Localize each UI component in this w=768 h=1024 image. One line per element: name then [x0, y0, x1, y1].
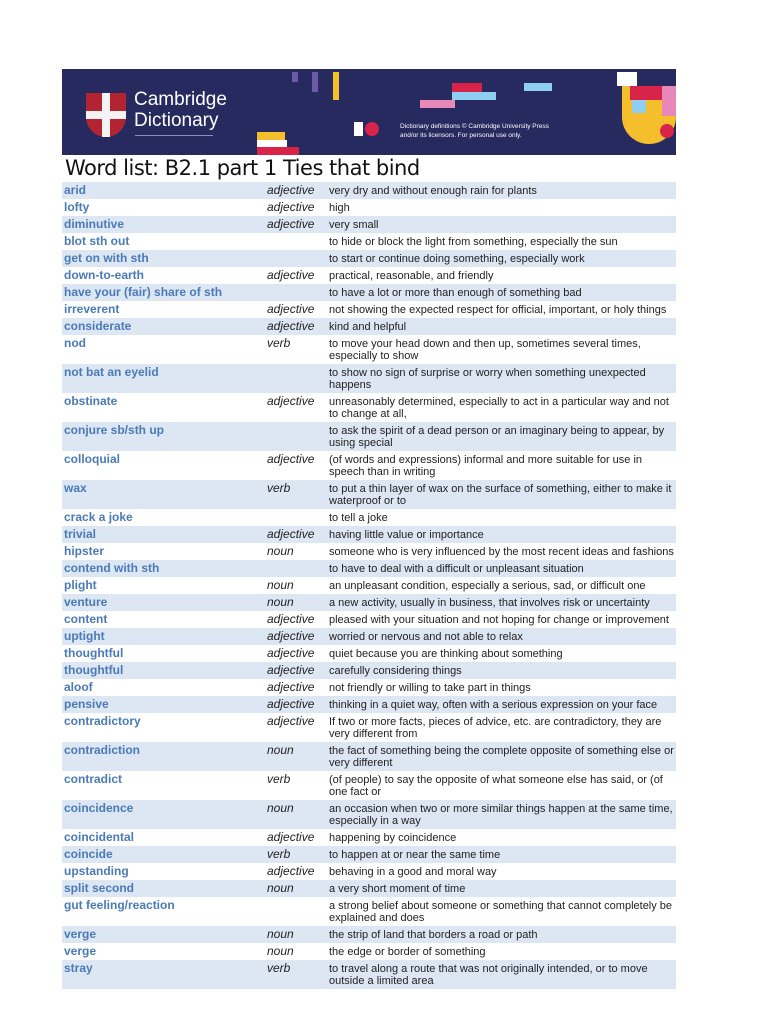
word-cell: lofty: [64, 200, 90, 214]
word-cell: contradictory: [64, 714, 141, 728]
word-cell: content: [64, 612, 108, 626]
part-of-speech-cell: noun: [267, 743, 294, 757]
definition-cell: worried or nervous and not able to relax: [329, 630, 523, 643]
table-row: [62, 267, 676, 284]
part-of-speech-cell: adjective: [267, 714, 315, 728]
part-of-speech-cell: verb: [267, 847, 291, 861]
part-of-speech-cell: adjective: [267, 268, 315, 282]
word-cell: obstinate: [64, 394, 118, 408]
table-row: [62, 250, 676, 267]
table-row: [62, 284, 676, 301]
definition-cell: thinking in a quiet way, often with a serious expression on your face: [329, 698, 658, 711]
definition-cell: carefully considering things: [329, 664, 462, 677]
cambridge-dictionary-banner: [62, 69, 676, 155]
table-row: [62, 713, 676, 742]
word-cell: plight: [64, 578, 97, 592]
part-of-speech-cell: noun: [267, 944, 294, 958]
word-cell: stray: [64, 961, 93, 975]
part-of-speech-cell: noun: [267, 801, 294, 815]
definition-cell: a very short moment of time: [329, 882, 466, 895]
definition-cell: having little value or importance: [329, 528, 484, 541]
definition-cell: the edge or border of something: [329, 945, 486, 958]
decor-block: [617, 72, 637, 86]
decor-block: [292, 72, 298, 82]
table-row: [62, 611, 676, 628]
decor-block: [312, 72, 318, 92]
word-cell: contradict: [64, 772, 123, 786]
word-cell: down-to-earth: [64, 268, 144, 282]
part-of-speech-cell: verb: [267, 336, 291, 350]
definition-cell: behaving in a good and moral way: [329, 865, 497, 878]
table-row: [62, 880, 676, 897]
table-row: [62, 926, 676, 943]
word-cell: coincidence: [64, 801, 134, 815]
definition-cell: to travel along a route that was not originally intended, or to move outside a limited area: [329, 962, 648, 987]
part-of-speech-cell: adjective: [267, 663, 315, 677]
part-of-speech-cell: noun: [267, 595, 294, 609]
table-row: [62, 216, 676, 233]
table-row: [62, 628, 676, 645]
word-cell: gut feeling/reaction: [64, 898, 175, 912]
word-cell: contend with sth: [64, 561, 160, 575]
part-of-speech-cell: adjective: [267, 830, 315, 844]
part-of-speech-cell: adjective: [267, 200, 315, 214]
part-of-speech-cell: adjective: [267, 629, 315, 643]
definition-cell: to have to deal with a difficult or unpleasant situation: [329, 562, 584, 575]
page-title: Word list: B2.1 part 1 Ties that bind: [65, 156, 420, 180]
word-cell: get on with sth: [64, 251, 149, 265]
definition-cell: to hide or block the light from something, especially the sun: [329, 235, 618, 248]
table-row: [62, 897, 676, 926]
copyright-notice: [400, 122, 600, 140]
word-cell: contradiction: [64, 743, 141, 757]
decor-block: [524, 83, 552, 91]
word-cell: trivial: [64, 527, 97, 541]
table-row: [62, 829, 676, 846]
word-cell: hipster: [64, 544, 105, 558]
word-cell: thoughtful: [64, 663, 124, 677]
copyright-line-2: and/or its licensors. For personal use only.: [400, 132, 522, 139]
decor-circle: [365, 122, 379, 136]
word-cell: upstanding: [64, 864, 129, 878]
definition-cell: to have a lot or more than enough of something bad: [329, 286, 582, 299]
table-row: [62, 846, 676, 863]
definition-cell: to start or continue doing something, especially work: [329, 252, 585, 265]
decor-block: [257, 147, 299, 155]
part-of-speech-cell: adjective: [267, 183, 315, 197]
decor-block: [662, 86, 676, 116]
decor-block: [452, 92, 496, 100]
definition-cell: to tell a joke: [329, 511, 388, 524]
part-of-speech-cell: noun: [267, 578, 294, 592]
table-row: [62, 199, 676, 216]
definition-cell: to show no sign of surprise or worry when something unexpected happens: [329, 366, 646, 391]
definition-cell: unreasonably determined, especially to act in a particular way and not to change at all,: [329, 395, 669, 420]
definition-cell: pleased with your situation and not hoping for change or improvement: [329, 613, 669, 626]
part-of-speech-cell: adjective: [267, 527, 315, 541]
word-cell: aloof: [64, 680, 93, 694]
word-cell: uptight: [64, 629, 105, 643]
word-cell: conjure sb/sth up: [64, 423, 165, 437]
decor-circle: [660, 124, 674, 138]
part-of-speech-cell: adjective: [267, 646, 315, 660]
table-row: [62, 594, 676, 611]
word-cell: nod: [64, 336, 86, 350]
table-row: [62, 526, 676, 543]
table-row: [62, 960, 676, 989]
word-list-table: [62, 182, 676, 989]
definition-cell: to happen at or near the same time: [329, 848, 501, 861]
part-of-speech-cell: verb: [267, 961, 291, 975]
table-row: [62, 480, 676, 509]
decor-block: [632, 100, 646, 113]
word-cell: wax: [64, 481, 87, 495]
definition-cell: an occasion when two or more similar things happen at the same time, especially in a way: [329, 802, 673, 827]
word-cell: not bat an eyelid: [64, 365, 159, 379]
definition-cell: a new activity, usually in business, that involves risk or uncertainty: [329, 596, 650, 609]
brand-line-1: Cambridge: [134, 89, 227, 110]
part-of-speech-cell: adjective: [267, 612, 315, 626]
part-of-speech-cell: adjective: [267, 302, 315, 316]
brand-underline: [135, 135, 213, 136]
cambridge-crest-logo: [86, 93, 126, 137]
table-row: [62, 800, 676, 829]
table-row: [62, 560, 676, 577]
definition-cell: someone who is very influenced by the most recent ideas and fashions: [329, 545, 674, 558]
decor-block: [257, 140, 287, 147]
table-row: [62, 742, 676, 771]
word-cell: pensive: [64, 697, 109, 711]
word-cell: have your (fair) share of sth: [64, 285, 223, 299]
definition-cell: happening by coincidence: [329, 831, 457, 844]
part-of-speech-cell: adjective: [267, 697, 315, 711]
word-cell: coincide: [64, 847, 113, 861]
table-row: [62, 335, 676, 364]
word-cell: crack a joke: [64, 510, 133, 524]
copyright-line-1: Dictionary definitions © Cambridge University Press: [400, 123, 549, 130]
table-row: [62, 543, 676, 560]
word-cell: thoughtful: [64, 646, 124, 660]
definition-cell: the fact of something being the complete opposite of something else or very different: [329, 744, 674, 769]
table-row: [62, 393, 676, 422]
word-cell: arid: [64, 183, 87, 197]
definition-cell: to ask the spirit of a dead person or an imaginary being to appear, by using special: [329, 424, 665, 449]
table-row: [62, 645, 676, 662]
definition-cell: very dry and without enough rain for plants: [329, 184, 537, 197]
table-row: [62, 679, 676, 696]
table-row: [62, 771, 676, 800]
decor-block: [257, 132, 285, 140]
table-row: [62, 509, 676, 526]
table-row: [62, 422, 676, 451]
definition-cell: not friendly or willing to take part in things: [329, 681, 531, 694]
brand-name: [134, 89, 227, 131]
word-cell: venture: [64, 595, 108, 609]
part-of-speech-cell: adjective: [267, 217, 315, 231]
word-cell: diminutive: [64, 217, 125, 231]
definition-cell: practical, reasonable, and friendly: [329, 269, 494, 282]
part-of-speech-cell: noun: [267, 881, 294, 895]
part-of-speech-cell: verb: [267, 772, 291, 786]
part-of-speech-cell: adjective: [267, 319, 315, 333]
decor-block: [452, 83, 482, 92]
definition-cell: very small: [329, 218, 379, 231]
definition-cell: high: [329, 201, 350, 214]
decor-block: [354, 122, 363, 136]
table-row: [62, 182, 676, 199]
definition-cell: (of people) to say the opposite of what someone else has said, or (of one fact or: [329, 773, 663, 798]
decor-block: [333, 72, 339, 100]
definition-cell: an unpleasant condition, especially a serious, sad, or difficult one: [329, 579, 646, 592]
definition-cell: kind and helpful: [329, 320, 407, 333]
table-row: [62, 943, 676, 960]
table-row: [62, 662, 676, 679]
decor-block: [420, 100, 455, 108]
part-of-speech-cell: adjective: [267, 452, 315, 466]
definition-cell: If two or more facts, pieces of advice, etc. are contradictory, they are very different from: [329, 715, 662, 740]
definition-cell: the strip of land that borders a road or path: [329, 928, 538, 941]
part-of-speech-cell: verb: [267, 481, 291, 495]
table-row: [62, 233, 676, 250]
table-row: [62, 451, 676, 480]
word-cell: verge: [64, 927, 97, 941]
word-cell: verge: [64, 944, 97, 958]
table-row: [62, 577, 676, 594]
word-cell: considerate: [64, 319, 132, 333]
definition-cell: a strong belief about someone or something that cannot completely be explained and does: [329, 899, 673, 924]
word-cell: split second: [64, 881, 135, 895]
part-of-speech-cell: adjective: [267, 680, 315, 694]
definition-cell: to put a thin layer of wax on the surface of something, either to make it waterproof or to: [329, 482, 672, 507]
table-row: [62, 318, 676, 335]
word-cell: blot sth out: [64, 234, 130, 248]
part-of-speech-cell: adjective: [267, 394, 315, 408]
word-cell: colloquial: [64, 452, 121, 466]
definition-cell: not showing the expected respect for official, important, or holy things: [329, 303, 667, 316]
definition-cell: to move your head down and then up, sometimes several times, especially to show: [329, 337, 641, 362]
part-of-speech-cell: adjective: [267, 864, 315, 878]
table-row: [62, 696, 676, 713]
word-cell: coincidental: [64, 830, 135, 844]
part-of-speech-cell: noun: [267, 927, 294, 941]
table-row: [62, 863, 676, 880]
table-row: [62, 301, 676, 318]
table-row: [62, 364, 676, 393]
word-cell: irreverent: [64, 302, 120, 316]
definition-cell: (of words and expressions) informal and more suitable for use in speech than in writing: [329, 453, 643, 478]
part-of-speech-cell: noun: [267, 544, 294, 558]
brand-line-2: Dictionary: [134, 110, 219, 131]
definition-cell: quiet because you are thinking about something: [329, 647, 563, 660]
